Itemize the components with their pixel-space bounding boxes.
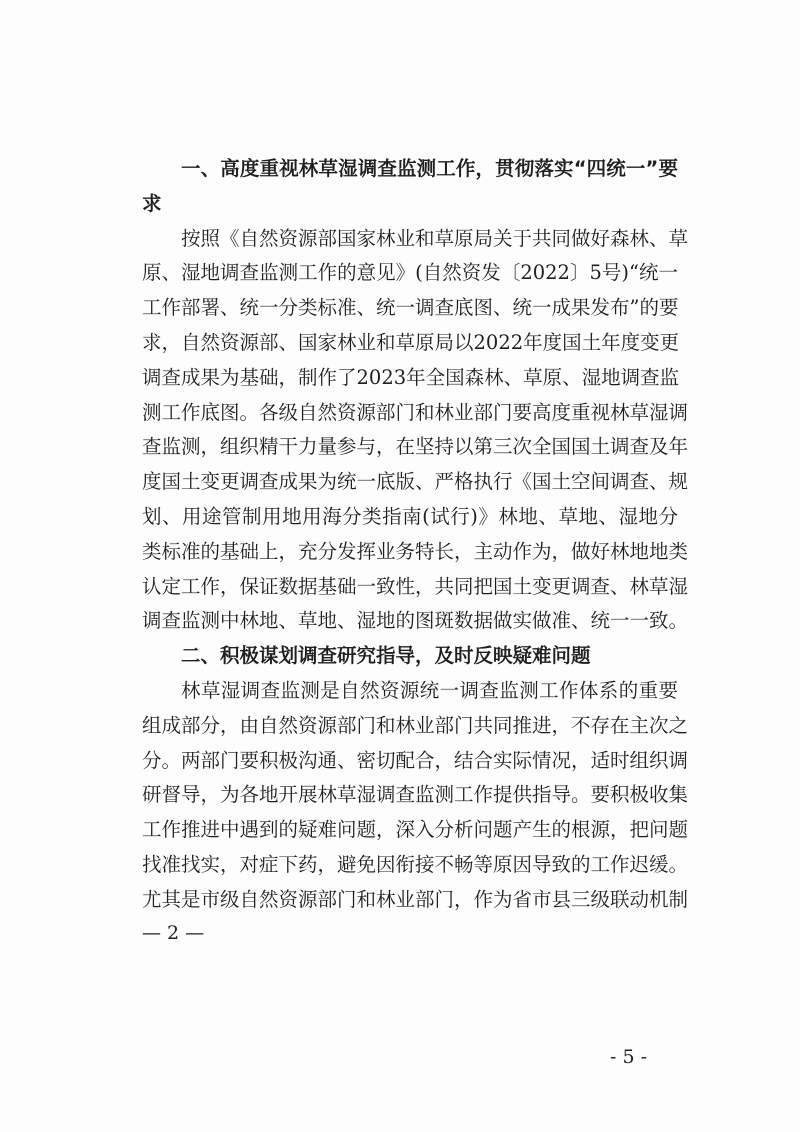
paragraph-2-line-5: 工作推进中遇到的疑难问题，深入分析问题产生的根源，把问题 [142, 818, 689, 842]
paragraph-1-line-8: 度国土变更调查成果为统一底版、严格执行《国土空间调查、规 [142, 470, 689, 494]
paragraph-1-line-3: 工作部署、统一分类标准、统一调查底图、统一成果发布”的要 [142, 296, 679, 320]
section-heading-1-line-1: 一、高度重视林草湿调查监测工作，贯彻落实“四统一”要 [181, 157, 678, 180]
paragraph-1-line-4: 求，自然资源部、国家林业和草原局以2022年度国土年度变更 [142, 330, 680, 354]
paragraph-2-line-6: 找准找实，对症下药，避免因衔接不畅等原因导致的工作迟缓。 [142, 852, 689, 876]
document-body [142, 152, 689, 918]
paragraph-1-line-5: 调查成果为基础，制作了2023年全国森林、草原、湿地调查监 [142, 365, 680, 389]
outer-page-number: - 5 - [610, 1046, 648, 1068]
paragraph-1-line-11: 认定工作，保证数据基础一致性，共同把国土变更调查、林草湿 [142, 574, 689, 598]
paragraph-2-line-2: 组成部分，由自然资源部门和林业部门共同推进，不存在主次之 [142, 713, 689, 737]
paragraph-1-line-7: 查监测，组织精干力量参与，在坚持以第三次全国国土调查及年 [142, 435, 689, 459]
inner-page-number: — 2 — [142, 922, 205, 944]
paragraph-1-line-1: 按照《自然资源部国家林业和草原局关于共同做好森林、草 [181, 226, 689, 250]
paragraph-2-line-1: 林草湿调查监测是自然资源统一调查监测工作体系的重要 [181, 678, 678, 702]
paragraph-1-line-12: 调查监测中林地、草地、湿地的图斑数据做实做准、统一一致。 [142, 609, 689, 633]
paragraph-1-line-10: 类标准的基础上，充分发挥业务特长，主动作为，做好林地地类 [142, 539, 689, 563]
paragraph-1-line-6: 测工作底图。各级自然资源部门和林业部门要高度重视林草湿调 [142, 400, 689, 424]
section-heading-2: 二、积极谋划调查研究指导，及时反映疑难问题 [181, 644, 591, 668]
paragraph-2-line-3: 分。两部门要积极沟通、密切配合，结合实际情况，适时组织调 [142, 748, 689, 772]
paragraph-1-line-9: 划、用途管制用地用海分类指南(试行)》林地、草地、湿地分 [142, 504, 678, 528]
paragraph-2-line-4: 研督导，为各地开展林草湿调查监测工作提供指导。要积极收集 [142, 783, 689, 807]
paragraph-1-line-2: 原、湿地调查监测工作的意见》(自然资发〔2022〕5号)“统一 [142, 261, 678, 285]
section-heading-1-line-2: 求 [142, 191, 162, 215]
paragraph-2-line-7: 尤其是市级自然资源部门和林业部门，作为省市县三级联动机制 [142, 887, 689, 911]
